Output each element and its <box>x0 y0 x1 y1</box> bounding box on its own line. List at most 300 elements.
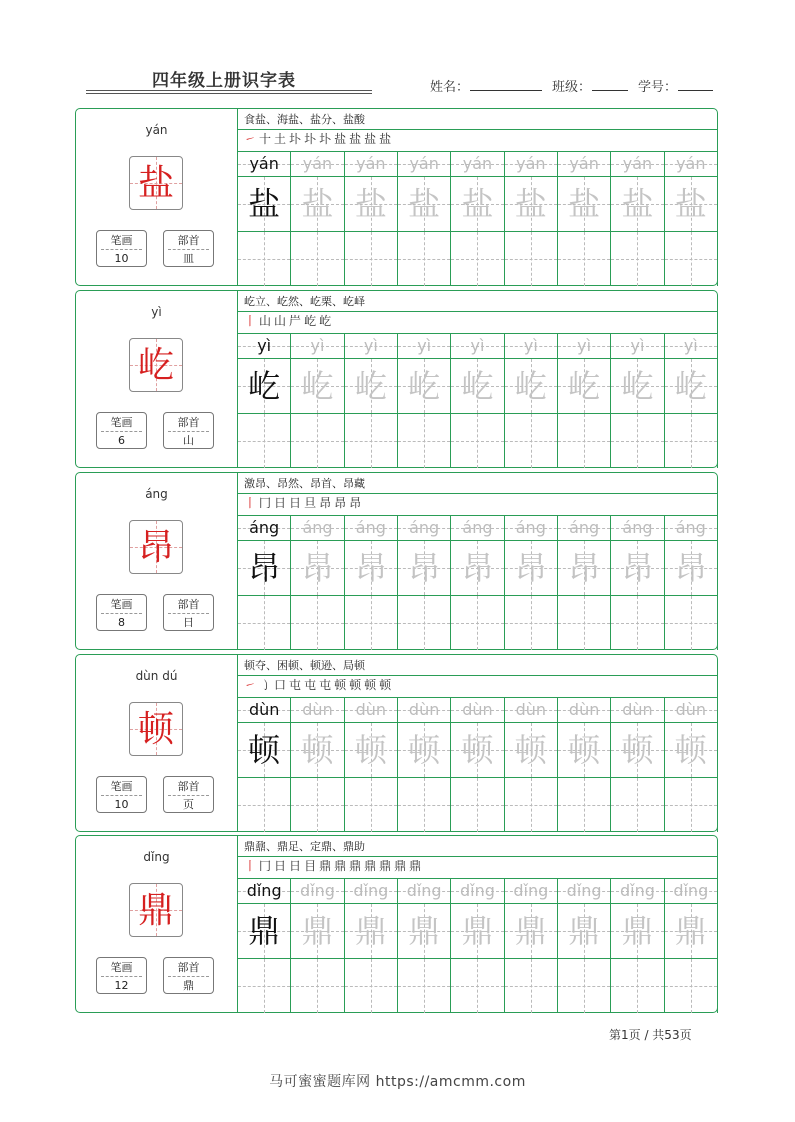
character-cell <box>291 723 344 777</box>
title-underline <box>86 90 372 91</box>
character-cell <box>665 177 718 231</box>
pinyin-text: dǐng <box>566 881 602 900</box>
character-cell <box>558 541 611 595</box>
practice-area <box>238 473 717 649</box>
pinyin-text: áng <box>409 518 440 537</box>
main-character: 盐 <box>137 163 174 204</box>
pinyin-cell <box>611 698 664 722</box>
empty-practice-cell[interactable] <box>505 232 558 286</box>
character-cell <box>505 541 558 595</box>
character-info <box>76 836 237 1012</box>
radical-label: 部首 <box>177 234 200 247</box>
pinyin-text: yán <box>249 154 279 173</box>
main-character: 屹 <box>137 345 174 386</box>
number-label: 学号： <box>638 80 678 95</box>
writing-grid <box>238 152 718 286</box>
pinyin-text: dùn <box>568 700 600 719</box>
character-text: 鼎 <box>568 912 601 950</box>
character-text: 盐 <box>248 185 281 223</box>
stroke-count-box <box>96 776 147 813</box>
stroke-step: 丨 <box>244 859 260 873</box>
stroke-step: 屯 <box>304 678 320 692</box>
pinyin-text: dǐng <box>246 881 282 900</box>
pinyin-text: yì <box>630 336 645 355</box>
character-cell <box>345 359 398 413</box>
pinyin-cell <box>398 516 451 540</box>
main-character: 顿 <box>137 709 174 750</box>
pinyin-text: dǐng <box>353 881 389 900</box>
stroke-step: 鼎 <box>364 859 380 873</box>
pinyin-text: áng <box>462 518 493 537</box>
pinyin-text: áng <box>675 518 706 537</box>
empty-practice-cell[interactable] <box>558 414 611 468</box>
empty-practice-cell[interactable] <box>451 232 504 286</box>
number-blank[interactable] <box>678 90 713 91</box>
pinyin-cell <box>558 152 611 176</box>
radical-label: 部首 <box>177 961 200 974</box>
pinyin-text: yán <box>356 154 386 173</box>
stroke-count-label: 笔画 <box>110 416 133 429</box>
empty-practice-cell[interactable] <box>238 959 291 1013</box>
empty-practice-cell[interactable] <box>291 414 344 468</box>
empty-practice-cell[interactable] <box>238 596 291 650</box>
character-cell <box>665 723 718 777</box>
character-text: 盐 <box>674 185 707 223</box>
pinyin-text: yì <box>577 336 592 355</box>
stroke-step: 冂 <box>259 859 275 873</box>
character-cell <box>505 904 558 958</box>
radical-box <box>163 230 214 267</box>
character-text: 鼎 <box>354 912 387 950</box>
empty-practice-cell[interactable] <box>398 959 451 1013</box>
character-cell <box>238 904 291 958</box>
character-box <box>129 702 183 756</box>
stroke-order <box>244 129 394 150</box>
stroke-step: 鼎 <box>349 859 365 873</box>
stroke-step: 旦 <box>304 496 320 510</box>
empty-practice-cell[interactable] <box>611 232 664 286</box>
pinyin-cell <box>291 152 344 176</box>
pinyin-cell <box>398 152 451 176</box>
character-info <box>76 109 237 285</box>
pinyin-text: yán <box>462 154 493 173</box>
stroke-step: 屯 <box>319 678 335 692</box>
empty-practice-cell[interactable] <box>505 959 558 1013</box>
stroke-step: 顿 <box>349 678 365 692</box>
character-text: 盐 <box>408 185 441 223</box>
pinyin-cell <box>238 879 291 903</box>
character-card <box>75 290 718 468</box>
character-text: 屹 <box>674 367 707 405</box>
pinyin-cell <box>505 698 558 722</box>
empty-practice-cell[interactable] <box>665 414 718 468</box>
stroke-step: 圤 <box>289 132 305 146</box>
empty-practice-cell[interactable] <box>611 414 664 468</box>
pinyin-cell <box>291 334 344 358</box>
character-cell <box>611 723 664 777</box>
empty-practice-cell[interactable] <box>238 414 291 468</box>
character-cell <box>291 177 344 231</box>
stroke-step: 鼎 <box>319 859 335 873</box>
pinyin-text: yì <box>310 336 325 355</box>
empty-practice-cell[interactable] <box>398 414 451 468</box>
character-text: 屹 <box>248 367 281 405</box>
character-cell <box>238 541 291 595</box>
character-cell <box>398 359 451 413</box>
pinyin-cell <box>238 152 291 176</box>
character-card <box>75 835 718 1013</box>
pinyin-cell <box>558 334 611 358</box>
character-text: 昂 <box>248 549 281 587</box>
pinyin-label: yì <box>151 305 162 319</box>
character-text: 屹 <box>408 367 441 405</box>
character-box <box>129 156 183 210</box>
empty-practice-cell[interactable] <box>345 959 398 1013</box>
stroke-count-box <box>96 230 147 267</box>
character-text: 顿 <box>248 731 281 769</box>
stroke-step: 屯 <box>289 678 305 692</box>
stroke-step: 日 <box>274 859 290 873</box>
stroke-step: 十 <box>259 132 275 146</box>
character-text: 昂 <box>568 549 601 587</box>
character-text: 昂 <box>514 549 547 587</box>
pinyin-cell <box>611 516 664 540</box>
page-number: 第1页 / 共53页 <box>609 1028 692 1042</box>
page-title: 四年级上册识字表 <box>152 71 296 91</box>
pinyin-text: dǐng <box>406 881 442 900</box>
pinyin-label: dùn dú <box>135 669 178 683</box>
stroke-order <box>244 856 424 877</box>
pinyin-text: dùn <box>355 700 387 719</box>
character-text: 顿 <box>621 731 654 769</box>
stroke-count-label: 笔画 <box>110 780 133 793</box>
pinyin-cell <box>611 334 664 358</box>
character-cell <box>558 177 611 231</box>
empty-practice-cell[interactable] <box>611 778 664 832</box>
empty-practice-cell[interactable] <box>451 778 504 832</box>
character-text: 昂 <box>408 549 441 587</box>
empty-practice-cell[interactable] <box>505 596 558 650</box>
pinyin-cell <box>665 879 718 903</box>
pinyin-text: dǐng <box>300 881 335 900</box>
stroke-step: 日 <box>289 859 305 873</box>
empty-practice-cell[interactable] <box>398 778 451 832</box>
pinyin-cell <box>665 152 718 176</box>
stroke-step: 山 <box>274 314 290 328</box>
character-cell <box>291 359 344 413</box>
character-cell <box>398 723 451 777</box>
character-cell <box>611 541 664 595</box>
stroke-step: 土 <box>274 132 290 146</box>
stroke-count-box <box>96 957 147 994</box>
example-words: 激昂、昂然、昂首、昂藏 <box>244 477 365 490</box>
pinyin-text: yán <box>569 154 599 173</box>
pinyin-text: yán <box>302 154 333 173</box>
pinyin-text: áng <box>515 518 546 537</box>
character-cell <box>291 904 344 958</box>
title-underline-double <box>86 93 372 94</box>
character-text: 盐 <box>354 185 387 223</box>
character-card <box>75 472 718 650</box>
empty-practice-cell[interactable] <box>558 232 611 286</box>
character-text: 屹 <box>301 367 334 405</box>
character-card <box>75 108 718 286</box>
pinyin-text: yì <box>523 336 538 355</box>
pinyin-cell <box>505 879 558 903</box>
empty-practice-cell[interactable] <box>291 596 344 650</box>
stroke-step: 盐 <box>349 132 365 146</box>
empty-practice-cell[interactable] <box>398 232 451 286</box>
name-label: 姓名： <box>430 80 470 95</box>
character-text: 鼎 <box>621 912 654 950</box>
character-box <box>129 520 183 574</box>
empty-practice-cell[interactable] <box>558 778 611 832</box>
character-text: 屹 <box>568 367 601 405</box>
character-text: 鼎 <box>514 912 547 950</box>
character-text: 鼎 <box>408 912 441 950</box>
character-text: 顿 <box>514 731 547 769</box>
pinyin-text: yì <box>470 336 485 355</box>
character-info <box>76 473 237 649</box>
character-text: 屹 <box>354 367 387 405</box>
empty-practice-cell[interactable] <box>451 414 504 468</box>
character-text: 顿 <box>674 731 707 769</box>
empty-practice-cell[interactable] <box>665 596 718 650</box>
radical-value: 皿 <box>183 252 194 265</box>
character-text: 顿 <box>461 731 494 769</box>
empty-practice-cell[interactable] <box>345 414 398 468</box>
class-blank[interactable] <box>592 90 628 91</box>
character-cell <box>238 723 291 777</box>
stroke-step: 圤 <box>319 132 335 146</box>
pinyin-label: yán <box>145 123 168 137</box>
empty-practice-cell[interactable] <box>505 414 558 468</box>
pinyin-cell <box>398 334 451 358</box>
pinyin-cell <box>451 152 504 176</box>
character-cell <box>611 177 664 231</box>
character-text: 鼎 <box>248 912 281 950</box>
pinyin-text: dùn <box>302 700 333 719</box>
stroke-step: 鼎 <box>394 859 410 873</box>
pinyin-cell <box>451 698 504 722</box>
pinyin-cell <box>665 516 718 540</box>
character-box <box>129 338 183 392</box>
empty-practice-cell[interactable] <box>451 596 504 650</box>
empty-practice-cell[interactable] <box>451 959 504 1013</box>
character-text: 顿 <box>301 731 334 769</box>
character-cell <box>238 177 291 231</box>
stroke-step: 盐 <box>334 132 350 146</box>
stroke-step: 顿 <box>334 678 350 692</box>
character-cell <box>398 177 451 231</box>
character-text: 顿 <box>408 731 441 769</box>
pinyin-cell <box>345 698 398 722</box>
pinyin-text: dùn <box>408 700 440 719</box>
stroke-step: 昂 <box>334 496 350 510</box>
pinyin-cell <box>505 516 558 540</box>
stroke-step: ㇀ <box>244 132 260 146</box>
empty-practice-cell[interactable] <box>291 232 344 286</box>
pinyin-cell <box>238 698 291 722</box>
character-cell <box>451 177 504 231</box>
character-text: 盐 <box>461 185 494 223</box>
character-text: 鼎 <box>301 912 334 950</box>
character-cell <box>611 359 664 413</box>
character-text: 昂 <box>621 549 654 587</box>
pinyin-cell <box>451 334 504 358</box>
character-cell <box>451 541 504 595</box>
pinyin-cell <box>558 516 611 540</box>
pinyin-cell <box>451 516 504 540</box>
character-cell <box>345 904 398 958</box>
radical-label: 部首 <box>177 416 200 429</box>
character-cell <box>345 723 398 777</box>
stroke-step: 盐 <box>379 132 395 146</box>
stroke-step: 屹 <box>304 314 320 328</box>
radical-box <box>163 594 214 631</box>
pinyin-cell <box>291 516 344 540</box>
stroke-step: 屵 <box>289 314 305 328</box>
pinyin-text: yì <box>683 336 698 355</box>
stroke-count-value: 12 <box>114 979 129 992</box>
pinyin-cell <box>398 879 451 903</box>
empty-practice-cell[interactable] <box>291 778 344 832</box>
pinyin-text: dùn <box>675 700 706 719</box>
pinyin-cell <box>398 698 451 722</box>
stroke-count-label: 笔画 <box>110 234 133 247</box>
writing-grid <box>238 698 718 832</box>
pinyin-text: yán <box>676 154 706 173</box>
stroke-order <box>244 311 334 332</box>
character-text: 盐 <box>621 185 654 223</box>
pinyin-text: dǐng <box>513 881 549 900</box>
pinyin-cell <box>665 334 718 358</box>
name-blank[interactable] <box>470 90 542 91</box>
stroke-step: 丨 <box>244 314 260 328</box>
empty-practice-cell[interactable] <box>611 959 664 1013</box>
radical-value: 日 <box>183 616 194 629</box>
character-cell <box>345 541 398 595</box>
name-field[interactable] <box>430 76 469 95</box>
empty-practice-cell[interactable] <box>398 596 451 650</box>
radical-box <box>163 412 214 449</box>
stroke-step: 丨 <box>244 496 260 510</box>
empty-practice-cell[interactable] <box>558 959 611 1013</box>
stroke-count-value: 10 <box>114 798 129 811</box>
stroke-step: 鼎 <box>379 859 395 873</box>
stroke-step: 盐 <box>364 132 380 146</box>
character-cell <box>398 904 451 958</box>
stroke-step: 鼎 <box>409 859 425 873</box>
pinyin-text: dùn <box>622 700 653 719</box>
empty-practice-cell[interactable] <box>611 596 664 650</box>
character-cell <box>505 177 558 231</box>
character-cell <box>558 359 611 413</box>
empty-practice-cell[interactable] <box>345 596 398 650</box>
character-text: 昂 <box>301 549 334 587</box>
character-info <box>76 291 237 467</box>
stroke-step: ㇀ <box>244 678 260 692</box>
character-text: 昂 <box>354 549 387 587</box>
character-text: 盐 <box>301 185 334 223</box>
footer-watermark: 马可蜜蜜题库网 https://amcmm.com <box>269 1074 526 1090</box>
class-field[interactable] <box>552 76 591 95</box>
empty-practice-cell[interactable] <box>291 959 344 1013</box>
empty-practice-cell[interactable] <box>665 232 718 286</box>
empty-practice-cell[interactable] <box>665 959 718 1013</box>
character-cell <box>558 723 611 777</box>
pinyin-text: dùn <box>248 700 280 719</box>
pinyin-cell <box>345 879 398 903</box>
character-cell <box>398 541 451 595</box>
example-words: 顿夺、困顿、顿逊、局顿 <box>244 659 365 672</box>
writing-grid <box>238 334 718 468</box>
pinyin-label: áng <box>145 487 168 501</box>
pinyin-text: áng <box>622 518 653 537</box>
number-field[interactable] <box>638 76 677 95</box>
character-text: 屹 <box>621 367 654 405</box>
character-cell <box>505 359 558 413</box>
practice-area <box>238 291 717 467</box>
empty-practice-cell[interactable] <box>665 778 718 832</box>
empty-practice-cell[interactable] <box>505 778 558 832</box>
radical-value: 山 <box>183 434 194 447</box>
character-text: 盐 <box>514 185 547 223</box>
stroke-step: 日 <box>274 496 290 510</box>
stroke-step: 昂 <box>319 496 335 510</box>
pinyin-cell <box>238 516 291 540</box>
stroke-step: ㇁ <box>259 678 275 692</box>
main-character: 鼎 <box>137 890 174 931</box>
pinyin-cell <box>345 334 398 358</box>
practice-area <box>238 836 717 1012</box>
character-cell <box>291 541 344 595</box>
empty-practice-cell[interactable] <box>238 778 291 832</box>
class-label: 班级： <box>552 80 592 95</box>
empty-practice-cell[interactable] <box>345 232 398 286</box>
stroke-order <box>244 493 364 514</box>
empty-practice-cell[interactable] <box>238 232 291 286</box>
pinyin-label: dǐng <box>143 850 170 864</box>
pinyin-text: yán <box>622 154 653 173</box>
example-words: 屹立、屹然、屹栗、屹峄 <box>244 295 365 308</box>
stroke-count-value: 10 <box>114 252 129 265</box>
stroke-count-label: 笔画 <box>110 961 133 974</box>
empty-practice-cell[interactable] <box>558 596 611 650</box>
stroke-step: 圤 <box>304 132 320 146</box>
pinyin-text: yán <box>409 154 439 173</box>
main-character: 昂 <box>137 527 174 568</box>
pinyin-text: yì <box>417 336 432 355</box>
pinyin-text: dùn <box>462 700 493 719</box>
pinyin-cell <box>505 152 558 176</box>
pinyin-text: áng <box>355 518 386 537</box>
practice-area <box>238 109 717 285</box>
character-text: 盐 <box>568 185 601 223</box>
pinyin-cell <box>505 334 558 358</box>
character-cell <box>611 904 664 958</box>
pinyin-text: áng <box>249 518 280 537</box>
character-cell <box>558 904 611 958</box>
character-text: 屹 <box>514 367 547 405</box>
character-info <box>76 655 237 831</box>
character-text: 鼎 <box>461 912 494 950</box>
empty-practice-cell[interactable] <box>345 778 398 832</box>
pinyin-text: yán <box>516 154 546 173</box>
radical-label: 部首 <box>177 780 200 793</box>
example-words: 鼎鼐、鼎足、定鼎、鼎助 <box>244 840 365 853</box>
character-cell <box>451 723 504 777</box>
